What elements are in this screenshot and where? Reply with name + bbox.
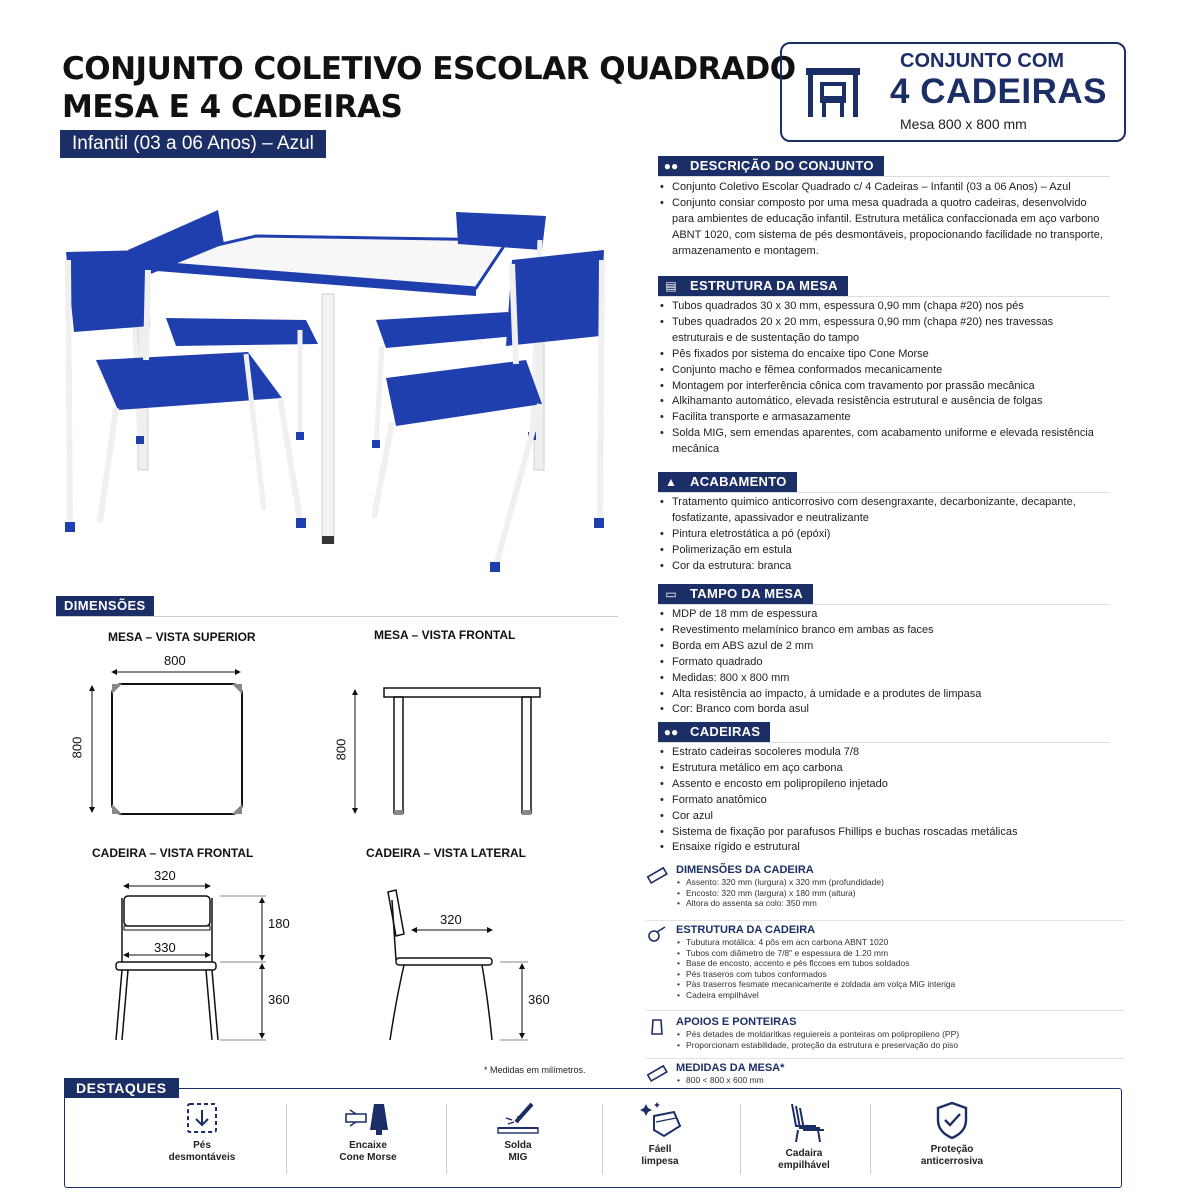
highlight-facil-limpeza <box>580 1100 740 1168</box>
cleaning-hand-icon <box>634 1100 686 1140</box>
list-item: • Pàs traserros fesmate mecanicamente e zoldada am volça MiG interiga <box>676 979 1106 990</box>
list-item: • Conjunto consiar composto por uma mesa quadrada a quotro cadeiras, desenvolvido para ambientes de educação infantil. Estrutura metálica confaccionada em aço varbono ABNT 1020, com sistema de pés desmontáveis, propocionando facilidade no transporte, armazenamento e montagem. <box>658 196 1106 260</box>
list-item: • Tratamento quimico anticorrosivo com desengraxante, decarbonizante, decapante, fosfatizante, apassivador e neutralizante <box>658 495 1106 527</box>
view-title-chair-side: CADEIRA – VISTA LATERAL <box>366 846 527 860</box>
highlight-label-2: MIG <box>508 1152 528 1163</box>
list-item: • Proporcionam estabilidade, proteção da estrutura e preservação do piso <box>676 1040 1106 1051</box>
list-item: • Revestimento melamínico branco em ambas as faces <box>658 623 1106 639</box>
section-list-acabamento <box>658 495 1106 575</box>
section-header-tampo <box>658 584 813 604</box>
list-item: • Tubutura motálica: 4 pôs em acn carbona ABNT 1020 <box>676 937 1106 948</box>
view-title-table-front: MESA – VISTA FRONTAL <box>374 628 516 642</box>
section-header-estrutura-mesa <box>658 276 848 296</box>
mini-section-title: APOIOS E PONTEIRAS <box>676 1016 797 1028</box>
table-front-view <box>355 688 540 815</box>
badge-line-2: 4 CADEIRAS <box>890 72 1107 111</box>
list-item: • Ensaixe rígido e estrutural <box>658 840 1106 856</box>
section-title: ACABAMENTO <box>684 472 797 492</box>
list-item: • Solda MIG, sem emendas aparentes, com acabamento uniforme e elevada resistência mecânica <box>658 426 1106 458</box>
list-item: • Estrutura metálico em aço carbona <box>658 761 1106 777</box>
section-title: ESTRUTURA DA MESA <box>684 276 848 296</box>
list-item: • Assento e encosto em polipropileno injetado <box>658 777 1106 793</box>
list-item: • Altora do assenta sa colo: 350 mm <box>676 898 1106 909</box>
dim-chair-back-height: 180 <box>268 916 290 931</box>
dimension-drawings <box>0 0 640 1080</box>
cone-morse-icon <box>342 1100 394 1136</box>
list-item: • Tubos quadrados 30 x 30 mm, espessura 0,90 mm (chapa #20) nos pés <box>658 299 1106 315</box>
table-icon: ▤ <box>658 276 684 296</box>
highlight-label-1: Pés <box>193 1140 211 1151</box>
dim-chair-side-seat-height: 360 <box>528 992 550 1007</box>
chair-front-view <box>116 886 266 1040</box>
mini-section-title: DIMENSÕES DA CADEIRA <box>676 864 814 876</box>
section-title: TAMPO DA MESA <box>684 584 813 604</box>
list-item: • Sistema de fixação por parafusos Fhillips e buchas roscadas metálicas <box>658 825 1106 841</box>
section-list-estrutura-mesa <box>658 299 1106 458</box>
dimensions-heading: DIMENSÕES <box>56 596 154 616</box>
list-item: • Pintura eletrostática a pó (epóxi) <box>658 527 1106 543</box>
list-item: • Montagem por interferência cônica com travamento por prassão mecânica <box>658 379 1106 395</box>
list-item: • Alta resistência ao impacto, à umidade e a produtes de limpasa <box>658 687 1106 703</box>
highlight-pes-desmontaveis <box>122 1100 282 1164</box>
badge-line-3: Mesa 800 x 800 mm <box>900 116 1027 132</box>
users-icon: ●● <box>658 156 684 176</box>
highlight-label-1: Proteção <box>930 1144 974 1155</box>
dim-chair-seat-height: 360 <box>268 992 290 1007</box>
section-header-cadeiras <box>658 722 770 742</box>
group-icon: ●● <box>658 722 684 742</box>
subtitle-banner: Infantil (03 a 06 Anos) – Azul <box>60 130 326 158</box>
highlight-label-2: empilhável <box>778 1160 830 1171</box>
list-item: • Tubes quadrados 20 x 20 mm, espessura 0,90 mm (chapa #20) nes travessas estruturais e de sustentação do tampo <box>658 315 1106 347</box>
list-item: • MDP de 18 mm de espessura <box>658 607 1106 623</box>
dim-chair-front-width: 320 <box>154 868 176 883</box>
mini-section-estrutura-cadeira <box>646 924 1116 1004</box>
highlight-label-2: Cone Morse <box>339 1152 397 1163</box>
highlight-label-2: limpesa <box>641 1156 679 1167</box>
spray-icon: ▲ <box>658 472 684 492</box>
list-item: • Pés traseros com tubos conformados <box>676 969 1106 980</box>
ruler-icon <box>646 1062 668 1084</box>
highlight-cone-morse <box>288 1100 448 1164</box>
measurement-note: * Medidas em milímetros. <box>484 1065 586 1075</box>
highlight-protecao-anticorrosiva <box>872 1100 1032 1168</box>
dim-table-top-width: 800 <box>164 653 186 668</box>
list-item: • Cor azul <box>658 809 1106 825</box>
highlight-label-1: Encaixe <box>349 1140 387 1151</box>
section-list-cadeiras <box>658 745 1106 856</box>
section-header-descricao <box>658 156 884 176</box>
section-title: CADEIRAS <box>684 722 770 742</box>
list-item: • Pês fixados por sistema do encaixe tipo Cone Morse <box>658 347 1106 363</box>
download-box-icon <box>182 1100 222 1136</box>
list-item: • Borda em ABS azul de 2 mm <box>658 639 1106 655</box>
dim-table-front-height: 800 <box>333 738 349 761</box>
highlight-label-2: desmontáveis <box>168 1152 236 1163</box>
list-item: • Encosto: 320 mm (largura) x 180 mm (altura) <box>676 888 1106 899</box>
mini-section-title: MEDIDAS DA MESA* <box>676 1062 785 1074</box>
highlight-label-1: Fáell <box>648 1144 672 1155</box>
dim-chair-seat-width: 330 <box>154 940 176 955</box>
view-title-chair-front: CADEIRA – VISTA FRONTAL <box>92 846 254 860</box>
ruler-icon <box>646 864 668 886</box>
dim-table-top-depth: 800 <box>69 736 85 759</box>
title-line-2: MESA E 4 CADEIRAS <box>62 89 403 125</box>
mini-section-title: ESTRUTURA DA CADEIRA <box>676 924 816 936</box>
section-header-acabamento <box>658 472 797 492</box>
highlight-solda-mig <box>438 1100 598 1164</box>
list-item: • Conjunto Coletivo Escolar Quadrado c/ 4 Cadeiras – Infantil (03 a 06 Anos) – Azul <box>658 180 1106 196</box>
highlight-label-2: anticerrosiva <box>920 1156 984 1167</box>
foot-cap-icon <box>646 1016 668 1038</box>
list-item: • Facilita transporte e armasazamente <box>658 410 1106 426</box>
section-title: DESCRIÇÃO DO CONJUNTO <box>684 156 884 176</box>
list-item: • Estrato cadeiras socoleres modula 7/8 <box>658 745 1106 761</box>
table-top-view <box>92 672 242 814</box>
mini-section-dimensoes-cadeira <box>646 864 1116 914</box>
list-item: • Medidas: 800 x 800 mm <box>658 671 1106 687</box>
list-item: • Base de encosto, accento e pés flccoes em tubos soldados <box>676 958 1106 969</box>
badge-line-1: CONJUNTO COM <box>900 50 1065 72</box>
list-item: • Cor da estrutura: branca <box>658 559 1106 575</box>
list-item: • Cadeira empilhável <box>676 990 1106 1001</box>
list-item: • Alkihamanto automático, elevada resistência estrutural e ausência de folgas <box>658 394 1106 410</box>
list-item: • Formato quadrado <box>658 655 1106 671</box>
highlight-label-1: Cadaira <box>785 1148 823 1159</box>
list-item: • Conjunto macho e fêmea conformados mecanicamente <box>658 363 1106 379</box>
mini-section-apoios <box>646 1016 1116 1054</box>
set-badge <box>780 42 1126 142</box>
list-item: • Polimerização em estula <box>658 543 1106 559</box>
tube-icon <box>646 924 668 946</box>
section-list-tampo <box>658 607 1106 718</box>
section-list-descricao <box>658 180 1106 260</box>
list-item: • 800 < 800 x 600 mm <box>676 1075 1106 1086</box>
desk-chair-icon <box>802 62 864 122</box>
list-item: • Formato anatômico <box>658 793 1106 809</box>
dim-chair-side-depth: 320 <box>440 912 462 927</box>
title-line-1: CONJUNTO COLETIVO ESCOLAR QUADRADO <box>62 51 796 87</box>
mini-section-medidas-mesa <box>646 1062 1116 1086</box>
tabletop-icon: ▭ <box>658 584 684 604</box>
shield-check-icon <box>932 1100 972 1140</box>
highlight-cadeira-empilhavel <box>724 1100 884 1172</box>
highlight-label-1: Solda <box>504 1140 532 1151</box>
list-item: • Assento: 320 mm (lurgura) x 320 mm (profundidade) <box>676 877 1106 888</box>
stacked-chairs-icon <box>778 1100 830 1144</box>
view-title-table-top: MESA – VISTA SUPERIOR <box>108 630 256 644</box>
welding-icon <box>492 1100 544 1136</box>
list-item: • Tubos com diâmetro de 7/8" e espessura de 1.20 mm <box>676 948 1106 959</box>
list-item: • Cor: Branco com borda asul <box>658 702 1106 718</box>
highlights-heading: DESTAQUES <box>64 1078 179 1098</box>
list-item: • Pés detades de moldaritkas reguiereis a ponteiras om polipropileno (PP) <box>676 1029 1106 1040</box>
